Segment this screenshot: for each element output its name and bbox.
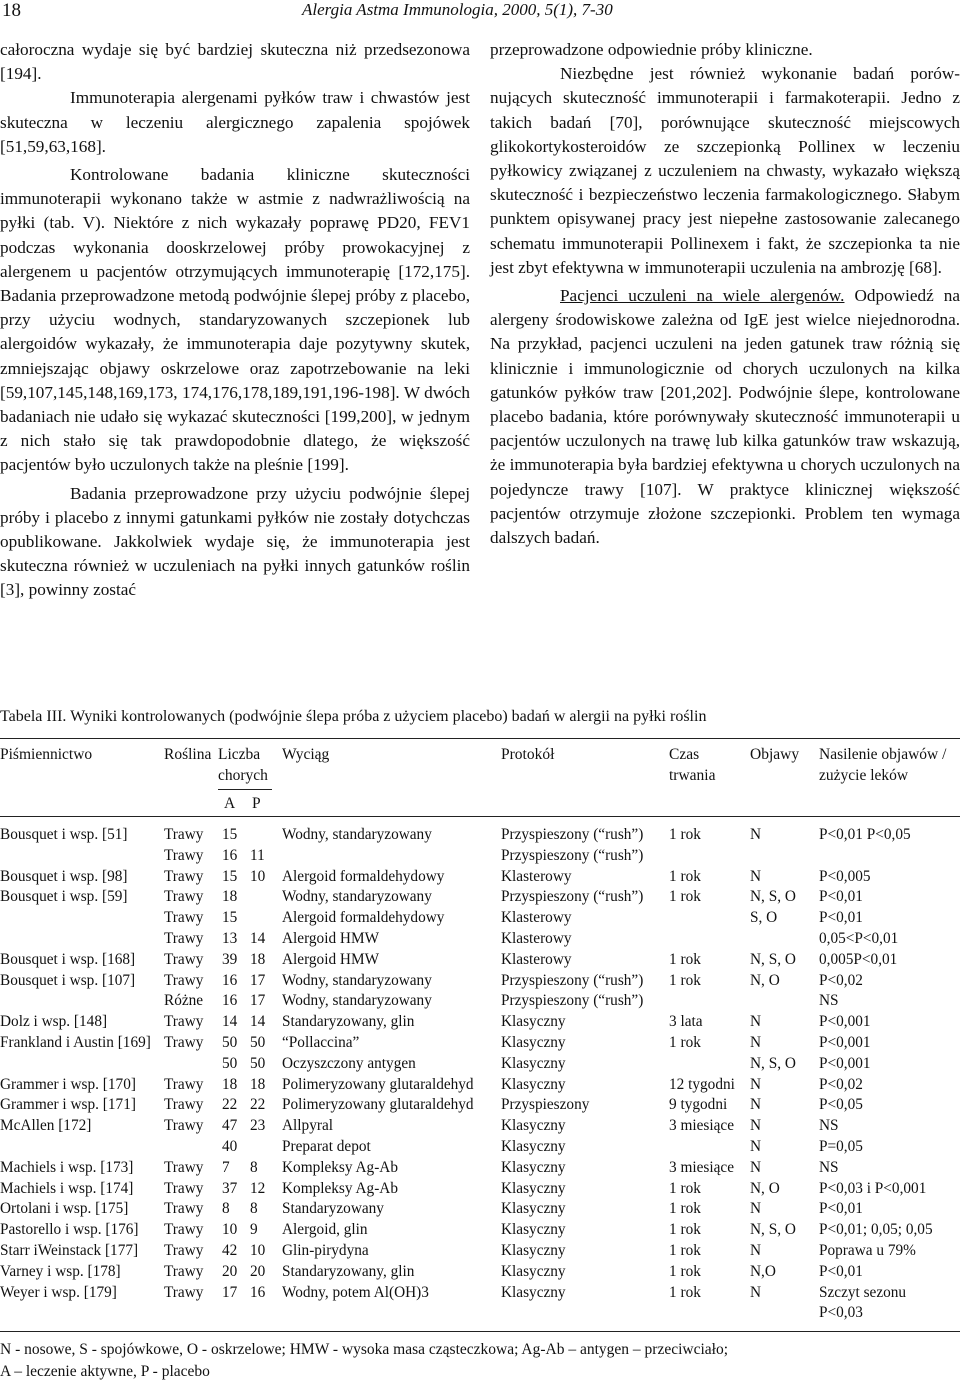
- cell-protocol: Przyspieszony: [501, 1096, 590, 1114]
- cell-active-count: 16: [222, 846, 238, 864]
- cell-active-count: 50: [222, 1034, 238, 1051]
- cell-placebo-count: 17: [250, 992, 266, 1010]
- cell-symptoms: N: [750, 826, 762, 843]
- paragraph: Badania przeprowadzone przy użyciu podwójnie ślepej próby i placebo z innymi gatunkami pyłków nie zostały dotychczas opublikowane. Jakkolwiek wydaje się, że immunoterapia jest skuteczna również w uczuleniach na pyłki innych gatunków roślin [3], powinny zostać: [0, 483, 470, 600]
- cell-plant: Trawy: [164, 971, 204, 989]
- cell-placebo-count: 18: [250, 1075, 266, 1093]
- cell-plant: Trawy: [164, 1221, 204, 1239]
- cell-protocol: Klasyczny: [501, 1075, 566, 1093]
- table-row: [0, 1157, 960, 1178]
- cell-result: P<0,001: [819, 1034, 871, 1051]
- cell-symptoms: S, O: [750, 909, 778, 927]
- cell-result: Szczyt sezonu: [819, 1283, 907, 1301]
- table-row: [0, 1302, 960, 1323]
- cell-protocol: Klasyczny: [501, 1013, 566, 1031]
- cell-placebo-count: 8: [250, 1158, 258, 1176]
- cell-duration: 3 miesiące: [669, 1158, 734, 1176]
- cell-protocol: Klasyczny: [501, 1054, 566, 1072]
- table-row: [0, 990, 960, 1011]
- cell-symptoms: N: [750, 1013, 762, 1031]
- cell-duration: 1 rok: [669, 888, 701, 906]
- table-row: [0, 1094, 960, 1115]
- table-row: [0, 866, 960, 887]
- paragraph: całoroczna wydaje się być bardziej skuteczna niż przedsezonowa [194].: [0, 40, 470, 84]
- cell-protocol: Klasterowy: [501, 867, 572, 885]
- cell-symptoms: N: [750, 867, 762, 885]
- cell-reference: Ortolani i wsp. [175]: [0, 1200, 129, 1218]
- cell-active-count: 7: [222, 1158, 230, 1176]
- cell-extract: Polimeryzowany glutaraldehyd: [282, 1096, 474, 1114]
- cell-duration: 1 rok: [669, 950, 701, 968]
- cell-reference: Bousquet i wsp. [107]: [0, 971, 136, 989]
- cell-placebo-count: 14: [250, 930, 266, 947]
- col-header-extract: Wyciąg: [282, 746, 330, 763]
- cell-result: P<0,01; 0,05; 0,05: [819, 1221, 933, 1239]
- cell-plant: Trawy: [164, 1013, 204, 1031]
- col-header-duration-sub: trwania: [669, 767, 716, 784]
- paragraph: [490, 284, 960, 550]
- cell-protocol: Klasterowy: [501, 930, 572, 947]
- cell-placebo-count: 20: [250, 1262, 266, 1280]
- cell-duration: 1 rok: [669, 826, 701, 843]
- cell-protocol: Klasyczny: [501, 1179, 566, 1197]
- cell-active-count: 18: [222, 1075, 238, 1093]
- cell-placebo-count: 50: [250, 1054, 266, 1072]
- count-rule: [218, 789, 272, 790]
- cell-protocol: Przyspieszony (“rush”): [501, 971, 644, 989]
- cell-symptoms: N, S, O: [750, 1054, 796, 1072]
- cell-symptoms: N: [750, 1242, 762, 1259]
- cell-duration: 1 rok: [669, 1262, 701, 1280]
- cell-plant: Trawy: [164, 950, 204, 968]
- cell-reference: Varney i wsp. [178]: [0, 1262, 121, 1280]
- cell-placebo-count: 9: [250, 1221, 258, 1239]
- cell-protocol: Klasyczny: [501, 1221, 566, 1239]
- cell-symptoms: N, S, O: [750, 1221, 796, 1239]
- cell-result: P<0,01 P<0,05: [819, 826, 911, 843]
- cell-reference: Bousquet i wsp. [51]: [0, 826, 128, 843]
- cell-result: P<0,05: [819, 1096, 863, 1114]
- cell-placebo-count: 12: [250, 1179, 266, 1197]
- paragraph: Kontrolowane badania kliniczne skuteczności immunoterapii wykonano także w astmie z nadwrażliwością na pyłki (tab. V). Niektóre z nich wykazały poprawę PD20, FEV1 podczas wykonania dooskrzelowej próby prowokacyjnej z alergenem u pacjentów otrzymujących immunoterapię [172,175]. Badania przeprowadzone metodą podwójnie ślepej próby z placebo, przy użyciu wodnych, standaryzowanych szczepionek lub alergoidów wykazały, że immunoterapia daje pozytywny skutek, zmniejszając objawy oskrzelowe oraz zapotrzebowanie na leki [59,107,145,148,169,173, 174,176,178,189,191,196-198]. W dwóch badaniach nie udało się wykazać skuteczności [199,200], w jednym z nich stało się tak prawdopodobnie dlatego, że większość pacjentów było uczulonych także na pleśnie [199].: [0, 165, 470, 475]
- cell-plant: Trawy: [164, 1158, 204, 1176]
- cell-extract: Standaryzowany, glin: [282, 1262, 415, 1280]
- cell-symptoms: N: [750, 1138, 762, 1155]
- cell-protocol: Klasyczny: [501, 1158, 566, 1176]
- cell-protocol: Przyspieszony (“rush”): [501, 846, 644, 864]
- cell-active-count: 47: [222, 1117, 238, 1135]
- cell-active-count: 39: [222, 950, 238, 968]
- cell-active-count: 10: [222, 1221, 238, 1239]
- cell-active-count: 15: [222, 909, 238, 927]
- cell-result: P<0,01: [819, 909, 863, 927]
- cell-reference: Machiels i wsp. [174]: [0, 1179, 134, 1197]
- col-header-plant: Roślina: [164, 746, 212, 763]
- cell-duration: 1 rok: [669, 1179, 701, 1197]
- cell-plant: Trawy: [164, 846, 204, 864]
- table-row: [0, 1032, 960, 1053]
- table-caption: Tabela III. Wyniki kontrolowanych (podwójnie ślepa próba z użyciem placebo) badań w alergii na pyłki roślin: [0, 708, 707, 725]
- cell-extract: Alergoid, glin: [282, 1221, 368, 1239]
- cell-placebo-count: 10: [250, 867, 266, 885]
- cell-symptoms: N, O: [750, 971, 780, 989]
- table-bottom-rule: [0, 1331, 960, 1332]
- cell-result: P<0,03 i P<0,001: [819, 1179, 927, 1197]
- table-row: [0, 1136, 960, 1157]
- cell-placebo-count: 50: [250, 1034, 266, 1051]
- table-row: [0, 1219, 960, 1240]
- table-row: [0, 907, 960, 928]
- cell-symptoms: N: [750, 1158, 762, 1176]
- cell-placebo-count: 14: [250, 1013, 266, 1031]
- cell-extract: Alergoid HMW: [282, 930, 380, 947]
- cell-protocol: Klasterowy: [501, 950, 572, 968]
- cell-active-count: 22: [222, 1096, 238, 1114]
- col-header-result: Nasilenie objawów /: [819, 746, 947, 763]
- left-column: [0, 38, 470, 603]
- cell-active-count: 20: [222, 1262, 238, 1280]
- cell-result: P<0,005: [819, 867, 871, 885]
- table-row: [0, 949, 960, 970]
- cell-symptoms: N, O: [750, 1179, 780, 1197]
- page-number: 18: [2, 0, 21, 21]
- cell-protocol: Przyspieszony (“rush”): [501, 888, 644, 906]
- cell-extract: Preparat depot: [282, 1138, 371, 1155]
- cell-plant: Trawy: [164, 1242, 204, 1259]
- cell-symptoms: N: [750, 1200, 762, 1218]
- cell-protocol: Klasyczny: [501, 1262, 566, 1280]
- table-footnote: N - nosowe, S - spojówkowe, O - oskrzelowe; HMW - wysoka masa cząsteczkowa; Ag-Ab – antygen – przeciwciało;: [0, 1341, 729, 1358]
- cell-plant: Trawy: [164, 1034, 204, 1051]
- cell-duration: 1 rok: [669, 1200, 701, 1218]
- cell-protocol: Klasyczny: [501, 1117, 566, 1135]
- cell-protocol: Klasyczny: [501, 1242, 566, 1259]
- col-header-placebo: P: [252, 795, 261, 812]
- table-top-rule: [0, 738, 960, 739]
- cell-result: NS: [819, 1158, 839, 1176]
- cell-result: P<0,03: [819, 1304, 863, 1322]
- cell-extract: Polimeryzowany glutaraldehyd: [282, 1075, 474, 1093]
- cell-reference: Bousquet i wsp. [59]: [0, 888, 128, 906]
- cell-result: Poprawa u 79%: [819, 1242, 916, 1259]
- cell-active-count: 18: [222, 888, 238, 906]
- cell-extract: Oczyszczony antygen: [282, 1054, 416, 1072]
- col-header-reference: Piśmiennictwo: [0, 746, 93, 763]
- cell-active-count: 14: [222, 1013, 238, 1031]
- cell-result: P<0,01: [819, 888, 863, 906]
- cell-plant: Trawy: [164, 888, 204, 906]
- cell-result: NS: [819, 992, 839, 1010]
- cell-plant: Trawy: [164, 1283, 204, 1301]
- cell-duration: 3 miesiące: [669, 1117, 734, 1135]
- table-row: [0, 970, 960, 991]
- cell-result: NS: [819, 1117, 839, 1135]
- cell-extract: Alergoid HMW: [282, 950, 380, 968]
- cell-placebo-count: 10: [250, 1242, 266, 1259]
- paragraph-body: Odpowiedź na alergeny środowiskowe zależna od IgE jest wielce niejednorodna. Na przykład, pacjenci uczuleni na jeden gatunek traw różnią się klinicznie i immunologicznie od chorych uczulonych na kilka gatunków pyłków traw [201,202]. Podwójnie ślepe, kontrolowane placebo badania, które porównywały skuteczność immunoterapii u pacjentów uczulonych na trawę lub kilka gatunków traw wskazują, że immunoterapia była bardziej efektywna u chorych uczulonych na pojedyncze trawy [107]. W praktyce klinicznej większość pacjentów otrzymuje złożone szczepionki. Problem ten wymaga dalszych badań.: [490, 286, 960, 548]
- table-row: [0, 1240, 960, 1261]
- cell-extract: Wodny, standaryzowany: [282, 992, 432, 1010]
- cell-protocol: Klasyczny: [501, 1034, 566, 1051]
- table-row: [0, 1074, 960, 1095]
- col-header-symptoms: Objawy: [750, 746, 800, 763]
- cell-placebo-count: 22: [250, 1096, 266, 1114]
- cell-active-count: 15: [222, 826, 238, 843]
- cell-protocol: Klasyczny: [501, 1138, 566, 1155]
- cell-active-count: 15: [222, 867, 238, 885]
- journal-title: Alergia Astma Immunologia, 2000, 5(1), 7-30: [302, 0, 613, 19]
- cell-result: P<0,01: [819, 1200, 863, 1218]
- table-row: [0, 1261, 960, 1282]
- cell-extract: Kompleksy Ag-Ab: [282, 1158, 398, 1176]
- cell-reference: Weyer i wsp. [179]: [0, 1283, 117, 1301]
- cell-result: P<0,001: [819, 1013, 871, 1031]
- table-row: [0, 824, 960, 845]
- cell-reference: Frankland i Austin [169]: [0, 1034, 151, 1051]
- cell-extract: Wodny, standaryzowany: [282, 826, 432, 843]
- right-column: [490, 38, 960, 550]
- cell-duration: 1 rok: [669, 1242, 701, 1259]
- cell-plant: Trawy: [164, 1200, 204, 1218]
- col-header-duration: Czas: [669, 746, 700, 763]
- cell-reference: Grammer i wsp. [170]: [0, 1075, 136, 1093]
- cell-extract: Standaryzowany: [282, 1200, 384, 1218]
- cell-protocol: Klasyczny: [501, 1200, 566, 1218]
- cell-duration: 1 rok: [669, 1283, 701, 1301]
- cell-result: P<0,02: [819, 1075, 863, 1093]
- cell-duration: 1 rok: [669, 971, 701, 989]
- cell-extract: Allpyral: [282, 1117, 333, 1135]
- cell-plant: Trawy: [164, 1179, 204, 1197]
- cell-symptoms: N: [750, 1075, 762, 1093]
- cell-extract: Wodny, standaryzowany: [282, 888, 432, 906]
- cell-extract: Glin-pirydyna: [282, 1242, 369, 1259]
- paragraph: Immunoterapia alergenami pyłków traw i chwastów jest skuteczna w leczeniu alergicznego zapalenia spojówek [51,59,63,168].: [0, 88, 470, 156]
- cell-active-count: 50: [222, 1054, 238, 1072]
- cell-placebo-count: 16: [250, 1283, 266, 1301]
- cell-extract: Kompleksy Ag-Ab: [282, 1179, 398, 1197]
- cell-placebo-count: 17: [250, 971, 266, 989]
- cell-placebo-count: 8: [250, 1200, 258, 1218]
- cell-plant: Różne: [164, 992, 204, 1010]
- cell-protocol: Klasterowy: [501, 909, 572, 927]
- cell-symptoms: N,O: [750, 1262, 776, 1280]
- table-row: [0, 1282, 960, 1303]
- table-row: [0, 1198, 960, 1219]
- cell-active-count: 17: [222, 1283, 238, 1301]
- table-header-rule: [0, 816, 960, 817]
- col-header-result-sub: zużycie leków: [819, 767, 909, 784]
- cell-protocol: Przyspieszony (“rush”): [501, 992, 644, 1010]
- cell-plant: Trawy: [164, 1075, 204, 1093]
- cell-plant: Trawy: [164, 930, 204, 947]
- cell-plant: Trawy: [164, 826, 204, 843]
- cell-plant: Trawy: [164, 909, 204, 927]
- cell-symptoms: N, S, O: [750, 888, 796, 906]
- cell-active-count: 40: [222, 1138, 238, 1155]
- cell-plant: Trawy: [164, 1117, 204, 1135]
- cell-protocol: Przyspieszony (“rush”): [501, 826, 644, 843]
- cell-reference: Bousquet i wsp. [168]: [0, 950, 136, 968]
- cell-active-count: 16: [222, 971, 238, 989]
- cell-extract: Wodny, standaryzowany: [282, 971, 432, 989]
- table-row: [0, 1178, 960, 1199]
- table-row: [0, 886, 960, 907]
- cell-duration: 3 lata: [669, 1013, 703, 1031]
- cell-symptoms: N, S, O: [750, 950, 796, 968]
- cell-plant: Trawy: [164, 867, 204, 885]
- cell-protocol: Klasyczny: [501, 1283, 566, 1301]
- table-row: [0, 928, 960, 949]
- cell-reference: Machiels i wsp. [173]: [0, 1158, 134, 1176]
- cell-plant: Trawy: [164, 1096, 204, 1114]
- cell-result: P<0,02: [819, 971, 863, 989]
- cell-duration: 1 rok: [669, 1221, 701, 1239]
- cell-result: P=0,05: [819, 1138, 863, 1155]
- section-heading: Pacjenci uczuleni na wiele alergenów.: [560, 286, 845, 306]
- cell-reference: Pastorello i wsp. [176]: [0, 1221, 139, 1239]
- table-row: [0, 1053, 960, 1074]
- paragraph: przeprowadzone odpowiednie próby kliniczne.: [490, 40, 813, 59]
- cell-duration: 1 rok: [669, 1034, 701, 1051]
- cell-reference: Starr iWeinstack [177]: [0, 1242, 139, 1259]
- cell-symptoms: N: [750, 1117, 762, 1135]
- cell-duration: 9 tygodni: [669, 1096, 728, 1114]
- cell-active-count: 16: [222, 992, 238, 1010]
- cell-result: P<0,01: [819, 1262, 863, 1280]
- cell-reference: Grammer i wsp. [171]: [0, 1096, 136, 1114]
- cell-symptoms: N: [750, 1283, 762, 1301]
- cell-extract: Alergoid formaldehydowy: [282, 909, 445, 927]
- cell-reference: Bousquet i wsp. [98]: [0, 867, 128, 885]
- table-row: [0, 845, 960, 866]
- col-header-protocol: Protokół: [501, 746, 555, 763]
- cell-reference: Dolz i wsp. [148]: [0, 1013, 108, 1031]
- cell-extract: “Pollaccina”: [282, 1034, 360, 1051]
- cell-extract: Alergoid formaldehydowy: [282, 867, 445, 885]
- cell-result: P<0,001: [819, 1054, 871, 1072]
- table-row: [0, 1011, 960, 1032]
- col-header-active: A: [224, 795, 236, 812]
- table-footnote: A – leczenie aktywne, P - placebo: [0, 1363, 210, 1380]
- cell-result: 0,05<P<0,01: [819, 930, 899, 947]
- cell-active-count: 13: [222, 930, 238, 947]
- cell-duration: 12 tygodni: [669, 1075, 735, 1093]
- cell-placebo-count: 18: [250, 950, 266, 968]
- col-header-count-sub: chorych: [218, 767, 268, 784]
- cell-placebo-count: 23: [250, 1117, 266, 1135]
- paragraph: Niezbędne jest również wykonanie badań porów-nujących skuteczność immunoterapii i farmakoterapii. Jedno z takich badań [70], porównujące skuteczność miejscowych glikokortykosteroidów ze szczepionką Pollinex w leczeniu pyłkowicy związanej z uczuleniem na chwasty, wykazało większą skuteczność i bezpieczeństwo leczenia farmakologicznego. Słabym punktem opisywanej pracy jest niepełne zastosowanie zalecanego schematu immunoterapii Pollinexem i fakt, że szczepionka ta nie jest zbyt efektywna w immunoterapii uczulenia na ambrozję [68].: [490, 64, 960, 277]
- cell-extract: Standaryzowany, glin: [282, 1013, 415, 1031]
- cell-result: 0,005P<0,01: [819, 950, 898, 968]
- cell-symptoms: N: [750, 1096, 762, 1114]
- cell-active-count: 42: [222, 1242, 238, 1259]
- cell-extract: Wodny, potem Al(OH)3: [282, 1283, 429, 1301]
- cell-duration: 1 rok: [669, 867, 701, 885]
- col-header-count: Liczba: [218, 746, 261, 763]
- cell-placebo-count: 11: [250, 846, 265, 864]
- cell-plant: Trawy: [164, 1262, 204, 1280]
- cell-reference: McAllen [172]: [0, 1117, 92, 1135]
- cell-active-count: 37: [222, 1179, 238, 1197]
- cell-symptoms: N: [750, 1034, 762, 1051]
- table-row: [0, 1115, 960, 1136]
- cell-active-count: 8: [222, 1200, 230, 1218]
